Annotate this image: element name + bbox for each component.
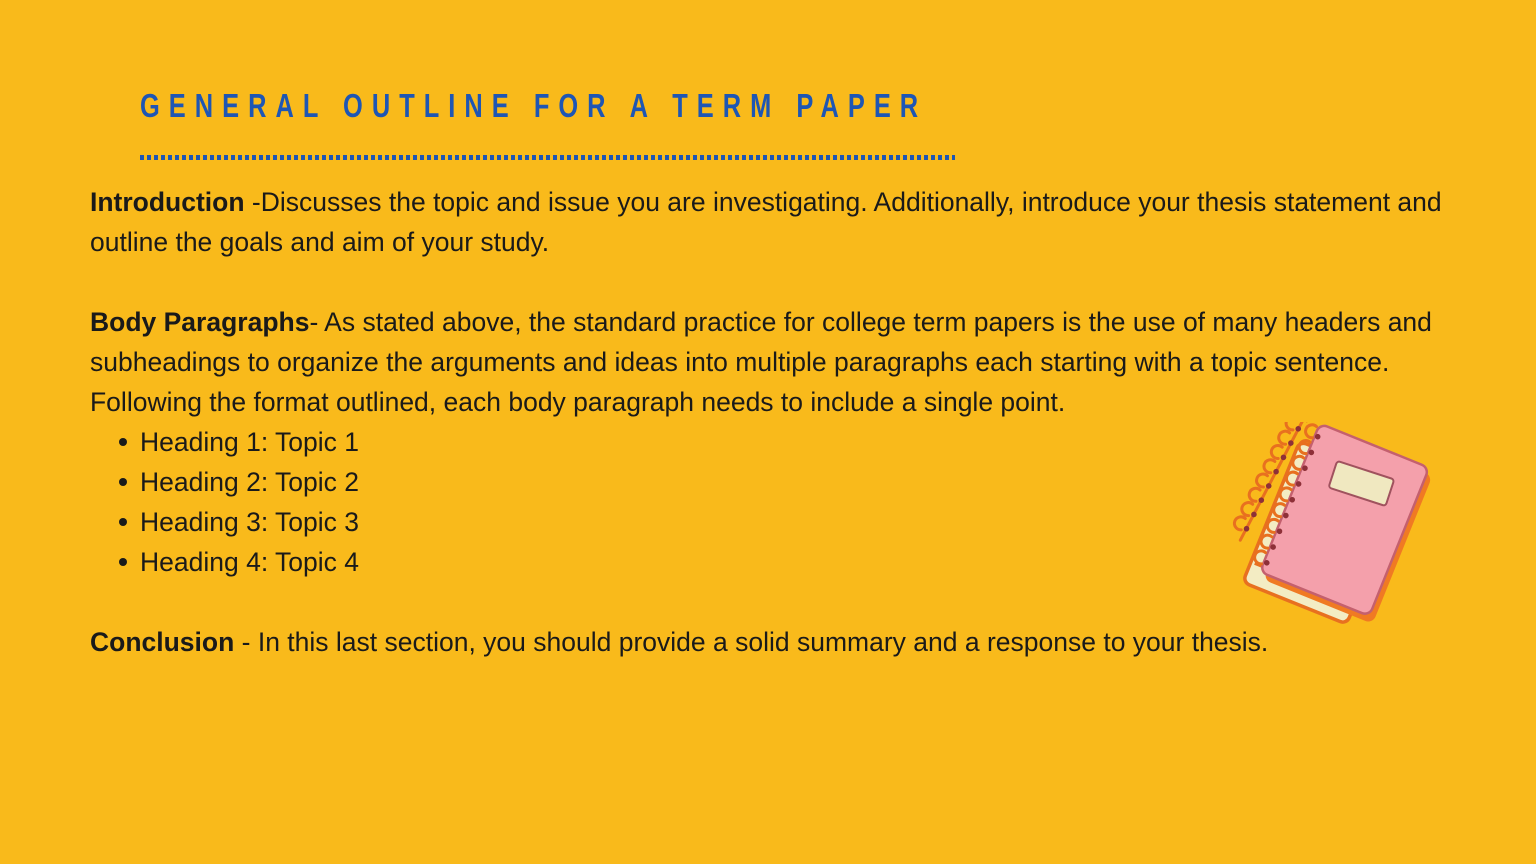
conclusion-text: - In this last section, you should provide a solid summary and a response to your thesis. (234, 627, 1269, 657)
list-item: Heading 3: Topic 3 (90, 502, 1455, 542)
introduction-heading: Introduction (90, 187, 245, 217)
conclusion-heading: Conclusion (90, 627, 235, 657)
spiral-notebooks-illustration (1228, 422, 1438, 632)
introduction-text: -Discusses the topic and issue you are investigating. Additionally, introduce your thesis statement and outline the goals and aim of your study. (90, 187, 1442, 257)
dotted-divider (140, 155, 955, 160)
list-item: Heading 4: Topic 4 (90, 542, 1455, 582)
body-paragraphs-paragraph (90, 302, 1455, 422)
introduction-paragraph (90, 182, 1455, 262)
list-item: Heading 2: Topic 2 (90, 462, 1455, 502)
body-paragraphs-text: - As stated above, the standard practice for college term papers is the use of many headers and subheadings to organize the arguments and ideas into multiple paragraphs each starting with a topic sentence. Following the format outlined, each body paragraph needs to include a single point. (90, 307, 1432, 417)
page-title: GENERAL OUTLINE FOR A TERM PAPER (140, 86, 928, 125)
body-paragraphs-heading: Body Paragraphs (90, 307, 310, 337)
list-item: Heading 1: Topic 1 (90, 422, 1455, 462)
